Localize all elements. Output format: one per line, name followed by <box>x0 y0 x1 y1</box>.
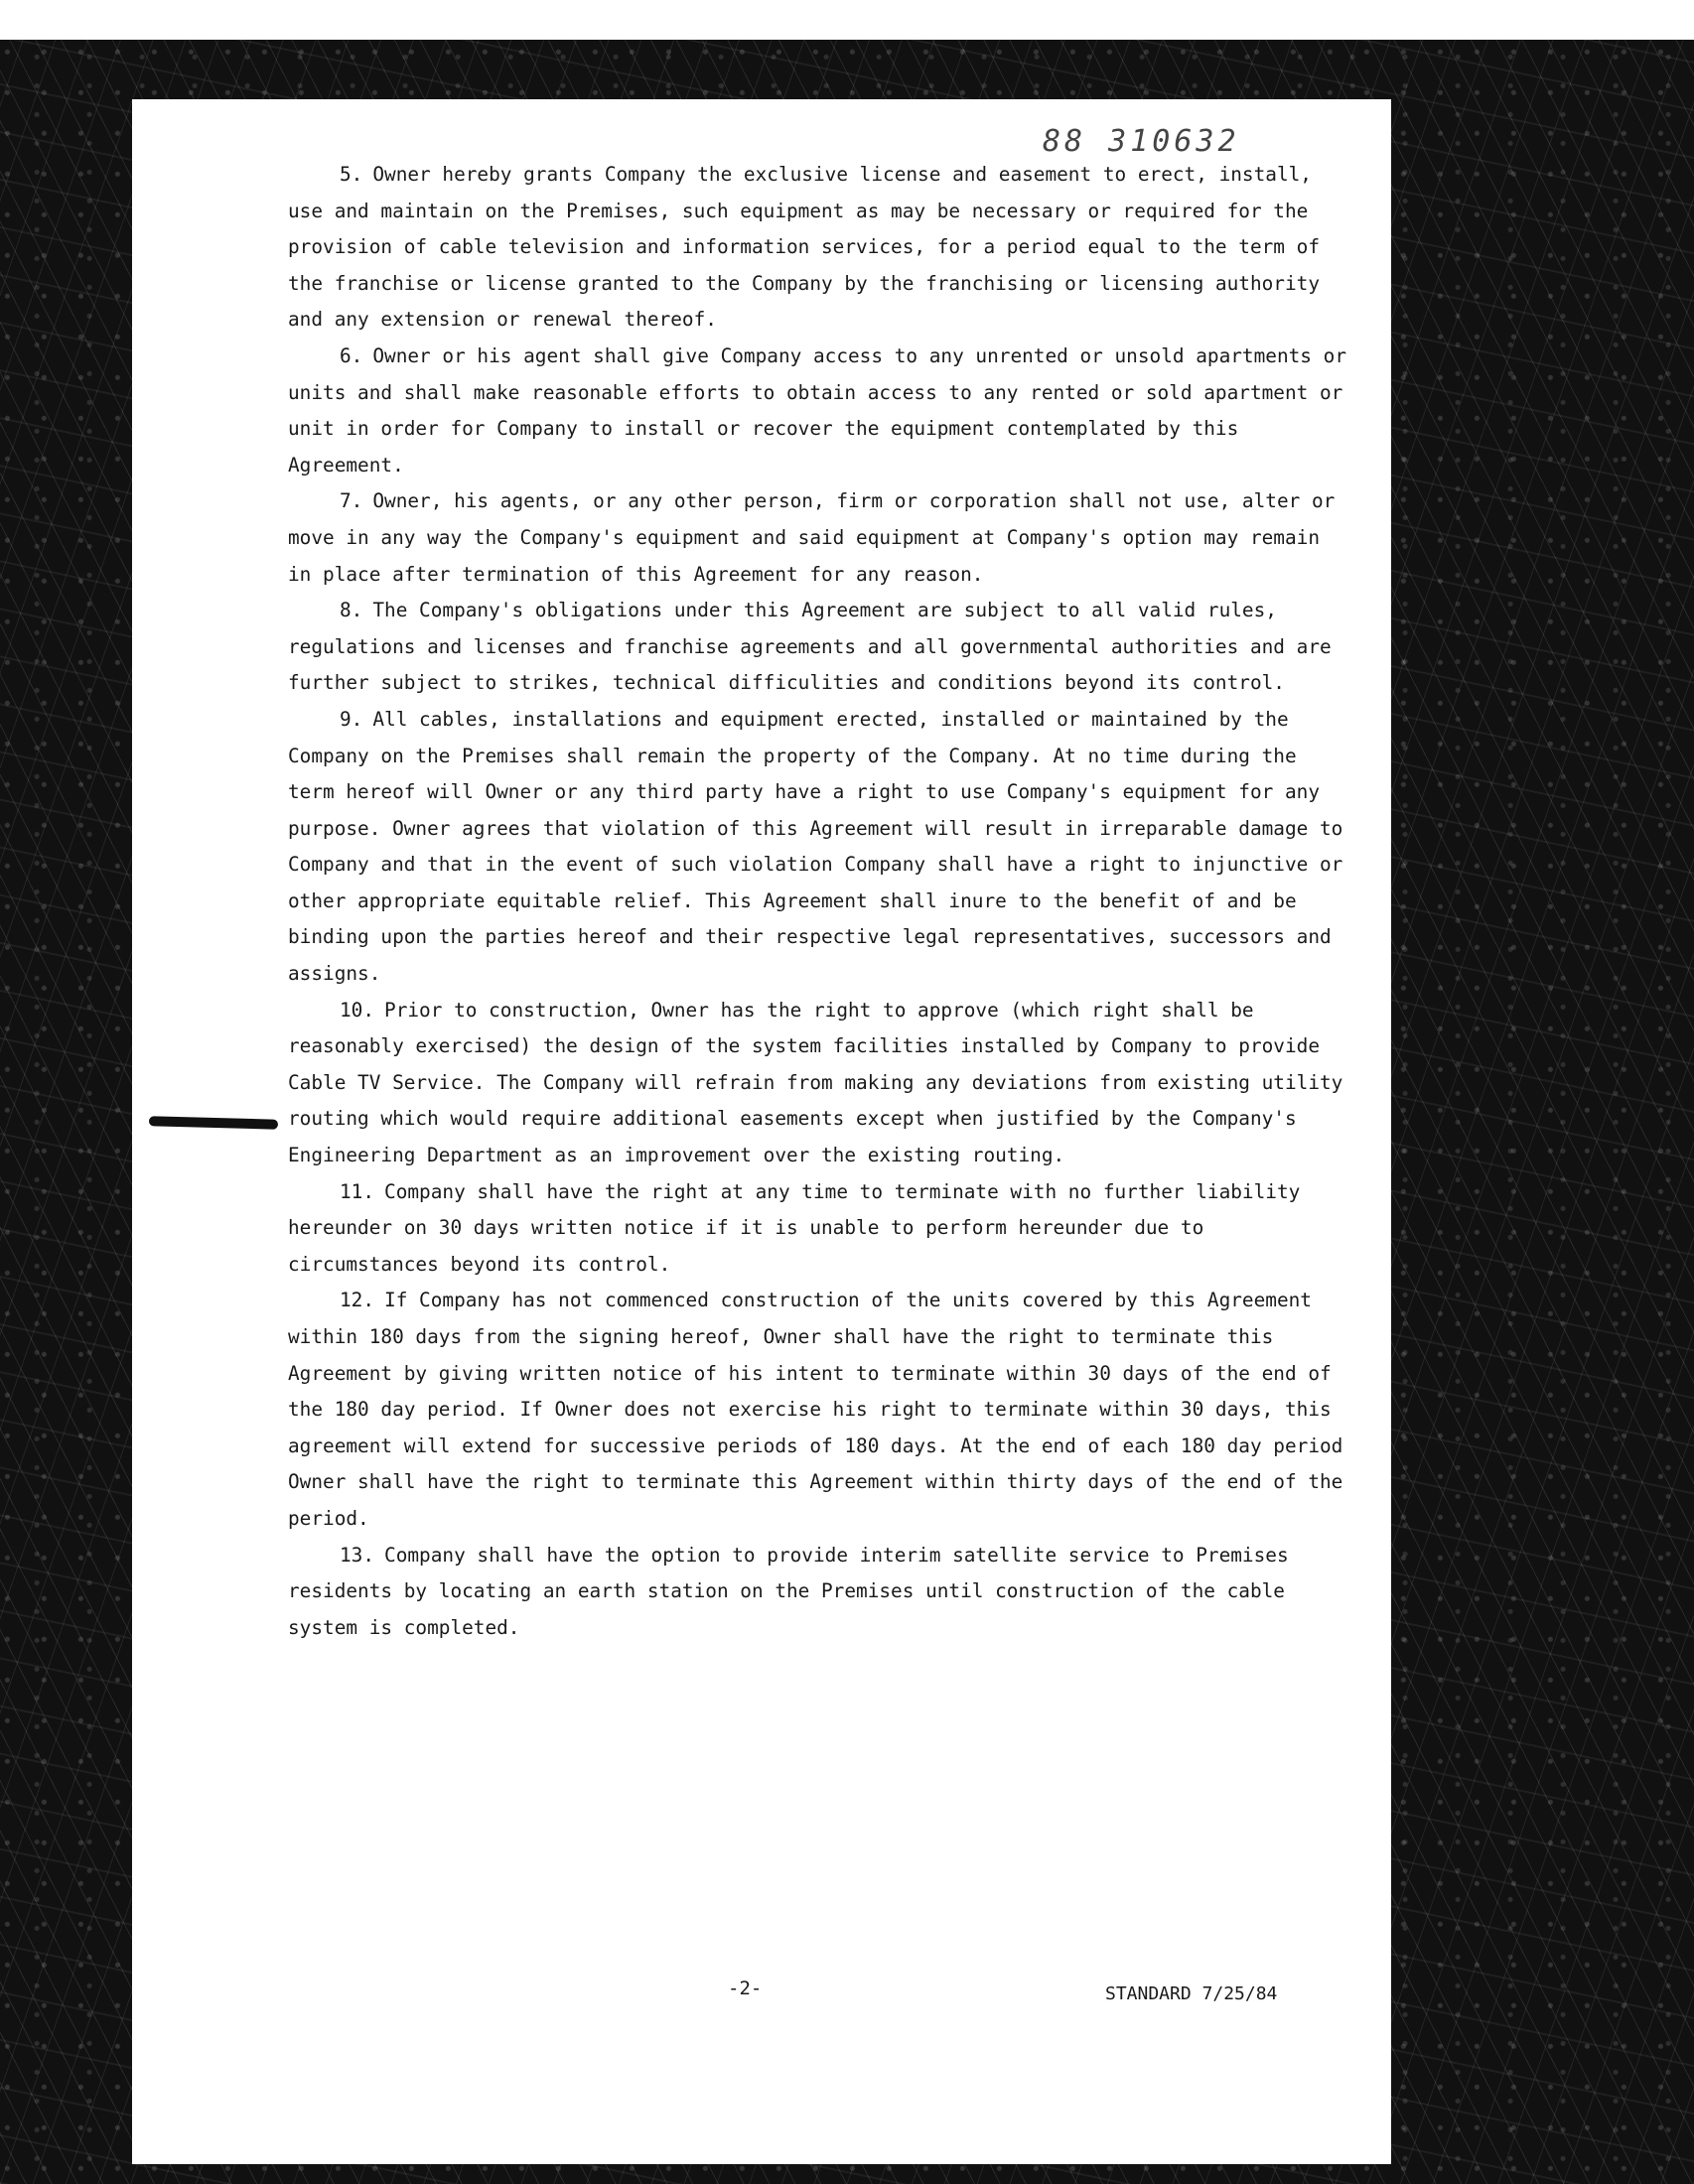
form-version-label: STANDARD 7/25/84 <box>1105 1983 1278 2004</box>
clause-text: Owner hereby grants Company the exclusive license and easement to erect, install, use and maintain on the Premises, such equipment as may be necessary or required for the provision of cable television and information services, for a period equal to the term of the franchise or license granted to the Company by the franchising or licensing authority and any extension or renewal thereof. <box>288 163 1320 332</box>
clause-12 <box>288 1283 1350 1537</box>
clause-number: 12. <box>340 1289 375 1312</box>
clause-number: 6. <box>340 343 363 367</box>
clause-number: 13. <box>340 1543 375 1567</box>
document-number: 88 310632 <box>1043 124 1240 159</box>
clause-13 <box>288 1538 1350 1647</box>
clause-text: The Company's obligations under this Agreement are subject to all valid rules, regulations and licenses and franchise agreements and all governmental authorities and are further subject to strikes, technical difficulities and conditions beyond its control. <box>288 599 1332 695</box>
clause-number: 8. <box>340 599 363 622</box>
clause-list <box>288 157 1350 1646</box>
clause-text: If Company has not commenced construction of the units covered by this Agreement within 180 days from the signing hereof, Owner shall have the right to terminate this Agreement by giving written notice of his intent to terminate within 30 days of the end of the 180 day period. If Owner does not exercise his right to terminate within 30 days, this agreement will extend for successive periods of 180 days. At the end of each 180 day period Owner shall have the right to terminate this Agreement within thirty days of the end of the period. <box>288 1289 1343 1530</box>
clause-number: 7. <box>340 489 363 513</box>
clause-11 <box>288 1174 1350 1284</box>
clause-text: All cables, installations and equipment erected, installed or maintained by the Company on the Premises shall remain the property of the Company. At no time during the term hereof will Owner or any third party have a right to use Company's equipment for any purpose. Owner agrees that violation of this Agreement will result in irreparable damage to Company and that in the event of such violation Company shall have a right to injunctive or other appropriate equitable relief. This Agreement shall inure to the benefit of and be binding upon the parties hereof and their respective legal representatives, successors and assigns. <box>288 707 1343 986</box>
clause-text: Company shall have the right at any time to terminate with no further liability hereunder on 30 days written notice if it is unable to perform hereunder due to circumstances beyond its control. <box>288 1179 1301 1276</box>
clause-7 <box>288 483 1350 593</box>
clause-number: 9. <box>340 707 363 731</box>
clause-6 <box>288 339 1350 483</box>
clause-10 <box>288 993 1350 1174</box>
clause-8 <box>288 593 1350 702</box>
clause-text: Company shall have the option to provide interim satellite service to Premises residents by locating an earth station on the Premises until construction of the cable system is completed. <box>288 1543 1289 1639</box>
clause-9 <box>288 702 1350 993</box>
clause-5 <box>288 157 1350 339</box>
clause-text: Prior to construction, Owner has the right to approve (which right shall be reasonably exercised) the design of the system facilities installed by Company to provide Cable TV Service. The Company will refrain from making any deviations from existing utility routing which would require additional easements except when justified by the Company's Engineering Department as an improvement over the existing routing. <box>288 998 1343 1167</box>
clause-number: 11. <box>340 1179 375 1203</box>
clause-text: Owner, his agents, or any other person, firm or corporation shall not use, alter or move in any way the Company's equipment and said equipment at Company's option may remain in place after termination of this Agreement for any reason. <box>288 489 1336 586</box>
clause-number: 5. <box>340 163 363 186</box>
page-number: -2- <box>728 1978 763 1999</box>
clause-number: 10. <box>340 998 375 1022</box>
clause-text: Owner or his agent shall give Company access to any unrented or unsold apartments or units and shall make reasonable efforts to obtain access to any rented or sold apartment or unit in order for Company to install or recover the equipment contemplated by this Agreement. <box>288 343 1346 477</box>
